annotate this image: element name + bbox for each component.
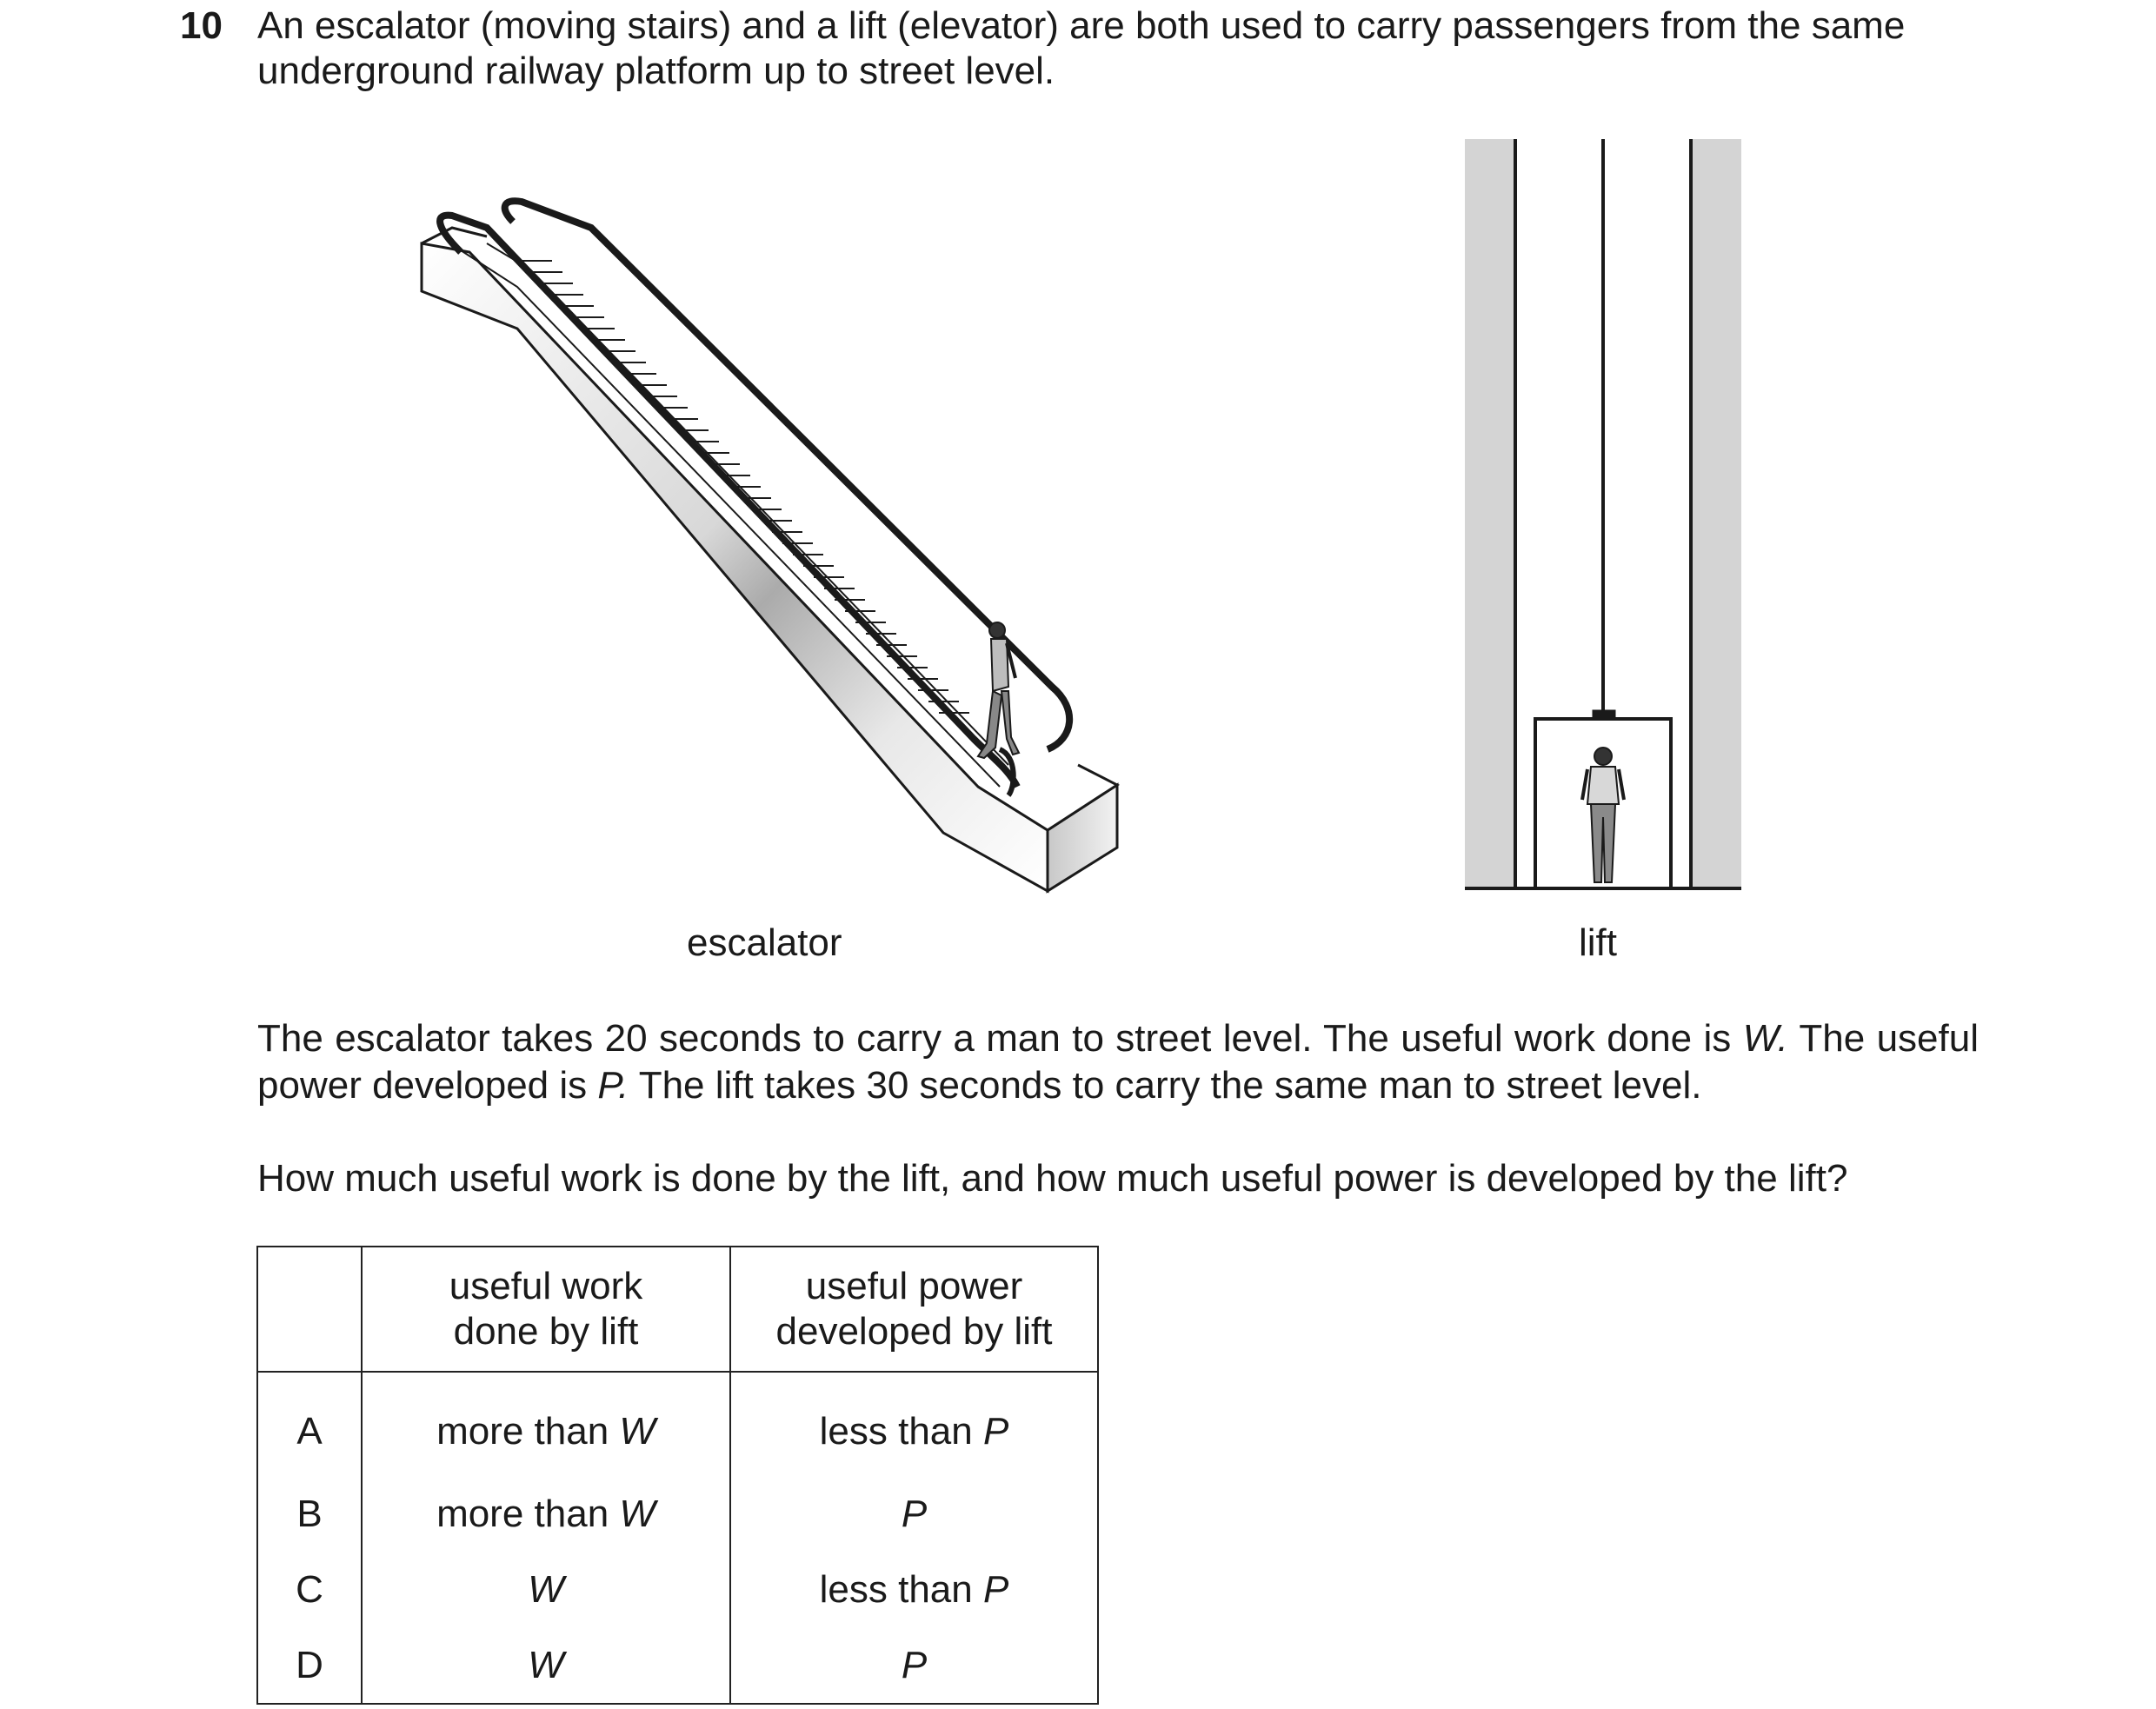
escalator-passenger — [978, 622, 1019, 758]
table-row[interactable] — [257, 1372, 1098, 1476]
work-symbol: W — [528, 1567, 564, 1611]
option-power — [730, 1552, 1098, 1627]
option-work — [362, 1476, 730, 1552]
escalator-drawing — [422, 201, 1117, 891]
option-power — [730, 1476, 1098, 1552]
power-symbol: P. — [597, 1064, 629, 1107]
header-work-line1: useful work — [449, 1265, 643, 1307]
option-letter: A — [257, 1372, 362, 1476]
power-symbol: P — [901, 1492, 928, 1535]
power-symbol: P — [982, 1409, 1009, 1453]
header-work — [362, 1247, 730, 1372]
work-prefix: more than — [436, 1492, 620, 1535]
power-symbol: P — [982, 1567, 1009, 1611]
table-row[interactable] — [257, 1476, 1098, 1552]
option-letter: B — [257, 1476, 362, 1552]
work-symbol: W — [528, 1643, 564, 1686]
question-prompt: How much useful work is done by the lift, and how much useful power is developed by the lift? — [257, 1157, 1848, 1200]
work-symbol: W — [619, 1492, 655, 1535]
work-symbol: W. — [1742, 1017, 1788, 1060]
header-power-line2: developed by lift — [775, 1310, 1053, 1353]
work-prefix: more than — [436, 1409, 620, 1453]
header-power — [730, 1247, 1098, 1372]
power-prefix: less than — [819, 1409, 983, 1453]
option-work — [362, 1552, 730, 1627]
option-letter: D — [257, 1627, 362, 1704]
escalator-caption: escalator — [687, 921, 842, 964]
option-work — [362, 1627, 730, 1704]
scenario-paragraph — [257, 1015, 1979, 1109]
scenario-text-1: The escalator takes 20 seconds to carry a man to street level. The useful work done is — [257, 1017, 1743, 1060]
option-work — [362, 1372, 730, 1476]
table-header-row — [257, 1247, 1098, 1372]
option-power — [730, 1372, 1098, 1476]
option-power — [730, 1627, 1098, 1704]
table-row[interactable] — [257, 1627, 1098, 1704]
work-symbol: W — [619, 1409, 655, 1453]
header-blank-cell — [257, 1247, 362, 1372]
table-row[interactable] — [257, 1552, 1098, 1627]
option-letter: C — [257, 1552, 362, 1627]
question-intro: An escalator (moving stairs) and a lift (elevator) are both used to carry passengers from the same underground railway platform up to street level. — [257, 4, 1906, 92]
header-work-line2: done by lift — [453, 1310, 639, 1353]
power-prefix: less than — [819, 1567, 983, 1611]
header-power-line1: useful power — [805, 1265, 1023, 1307]
question-number: 10 — [180, 4, 223, 47]
answer-table — [256, 1246, 1099, 1705]
power-symbol: P — [901, 1643, 928, 1686]
lift-drawing — [1465, 139, 1741, 888]
scenario-text-2: The useful power developed is — [257, 1017, 1979, 1107]
lift-caption: lift — [1579, 921, 1617, 964]
scenario-text-3: The lift takes 30 seconds to carry the same man to street level. — [629, 1064, 1702, 1107]
